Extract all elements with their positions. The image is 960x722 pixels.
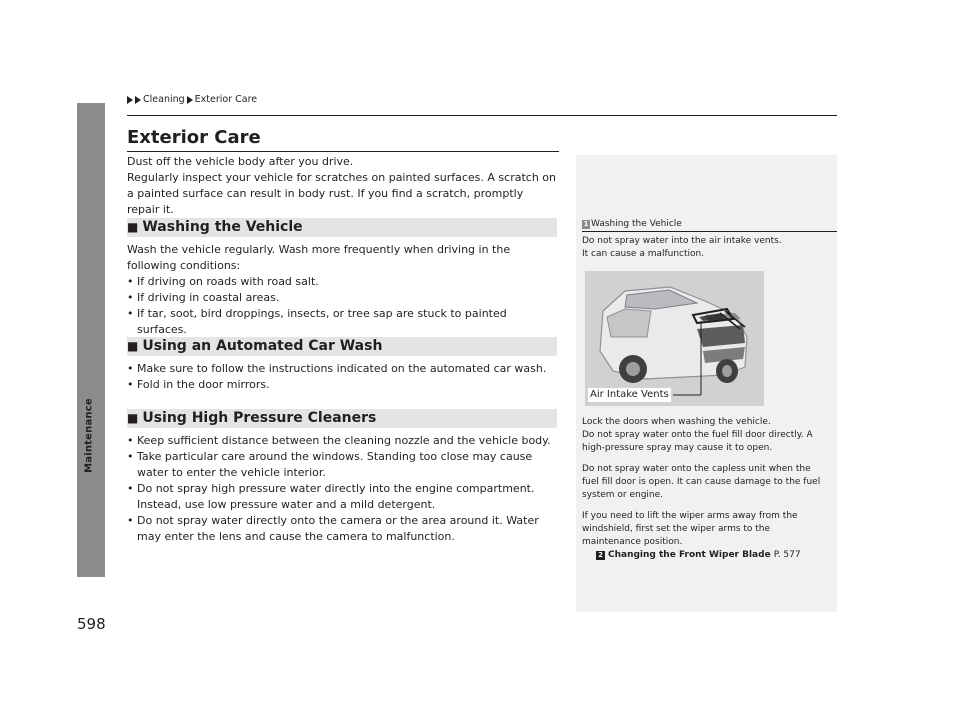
cross-reference-icon: 2 bbox=[596, 551, 605, 560]
car-illustration bbox=[585, 271, 764, 406]
list-item: • Make sure to follow the instructions indicated on the automated car wash. bbox=[127, 361, 559, 377]
list-item: • Do not spray water directly onto the camera or the area around it. Water may enter the lens and cause the camera to malfunction. bbox=[127, 513, 559, 545]
figure-label: Air Intake Vents bbox=[590, 389, 669, 400]
chevron-right-icon bbox=[187, 96, 193, 104]
header-divider bbox=[127, 115, 837, 116]
side-tab bbox=[77, 103, 105, 577]
breadcrumb-item-exterior-care[interactable]: Exterior Care bbox=[194, 94, 258, 105]
sidebar-note-1: Do not spray water into the air intake vents. It can cause a malfunction. bbox=[582, 236, 782, 259]
list-item: • If driving in coastal areas. bbox=[127, 290, 559, 306]
breadcrumb-item-cleaning[interactable]: Cleaning bbox=[143, 94, 185, 105]
sidebar-note-3: Do not spray water onto the capless unit when the fuel fill door is open. It can cause damage to the fuel system or engine. bbox=[582, 464, 821, 500]
section-heading-high-pressure: ■ Using High Pressure Cleaners bbox=[127, 409, 557, 428]
sidebar-divider bbox=[582, 231, 837, 232]
intro-text bbox=[127, 154, 557, 218]
title-divider bbox=[127, 151, 559, 152]
intro-line-2: Regularly inspect your vehicle for scratches on painted surfaces. A scratch on a painted surface can result in body rust. If you find a scratch, promptly repair it. bbox=[127, 171, 556, 216]
page-title: Exterior Care bbox=[127, 127, 261, 148]
square-bullet-icon: ■ bbox=[127, 339, 139, 353]
section-heading-automated: ■ Using an Automated Car Wash bbox=[127, 337, 557, 356]
sidebar-note-4: If you need to lift the wiper arms away from the windshield, first set the wiper arms to the maintenance position. bbox=[582, 511, 798, 547]
automated-body bbox=[127, 361, 559, 393]
sidebar-heading: 1 Washing the Vehicle bbox=[583, 219, 682, 229]
washing-body bbox=[127, 242, 559, 338]
car-icon bbox=[585, 271, 764, 406]
sidebar-notes-lower: Lock the doors when washing the vehicle. Do not spray water onto the fuel fill door directly. A high-pressure spray may cause it to open. Do not spray water onto the capless unit when the fuel fill door is open. It can cause damage to the fuel system or engine. If you need to lift the wiper arms away from the windshield, first set the wiper arms to the maintenance position. 2 Changing the Front Wiper Blade P. 577 bbox=[582, 416, 830, 562]
square-bullet-icon: ■ bbox=[127, 220, 139, 234]
square-bullet-icon: ■ bbox=[127, 411, 139, 425]
note-marker-icon: 1 bbox=[583, 220, 589, 228]
side-tab-label: Maintenance bbox=[83, 398, 95, 473]
cross-reference-link[interactable] bbox=[582, 549, 830, 562]
chevron-right-icon bbox=[135, 96, 141, 104]
intro-line-1: Dust off the vehicle body after you drive. bbox=[127, 155, 354, 168]
section-heading-washing: ■ Washing the Vehicle bbox=[127, 218, 557, 237]
high-pressure-body bbox=[127, 433, 559, 545]
list-item: • Do not spray high pressure water directly into the engine compartment. Instead, use low pressure water and a mild detergent. bbox=[127, 481, 559, 513]
page-number: 598 bbox=[77, 615, 106, 633]
breadcrumb bbox=[127, 94, 257, 105]
chevron-right-icon bbox=[127, 96, 133, 104]
washing-text: Wash the vehicle regularly. Wash more frequently when driving in the following conditions: bbox=[127, 243, 511, 272]
list-item: • Fold in the door mirrors. bbox=[127, 377, 559, 393]
cross-reference-title[interactable]: Changing the Front Wiper Blade bbox=[608, 550, 771, 560]
list-item: • If tar, soot, bird droppings, insects, or tree sap are stuck to painted surfaces. bbox=[127, 306, 559, 338]
list-item: • Take particular care around the windows. Standing too close may cause water to enter the vehicle interior. bbox=[127, 449, 559, 481]
list-item: • If driving on roads with road salt. bbox=[127, 274, 559, 290]
list-item: • Keep sufficient distance between the cleaning nozzle and the vehicle body. bbox=[127, 433, 559, 449]
cross-reference-page[interactable]: P. 577 bbox=[773, 550, 801, 560]
